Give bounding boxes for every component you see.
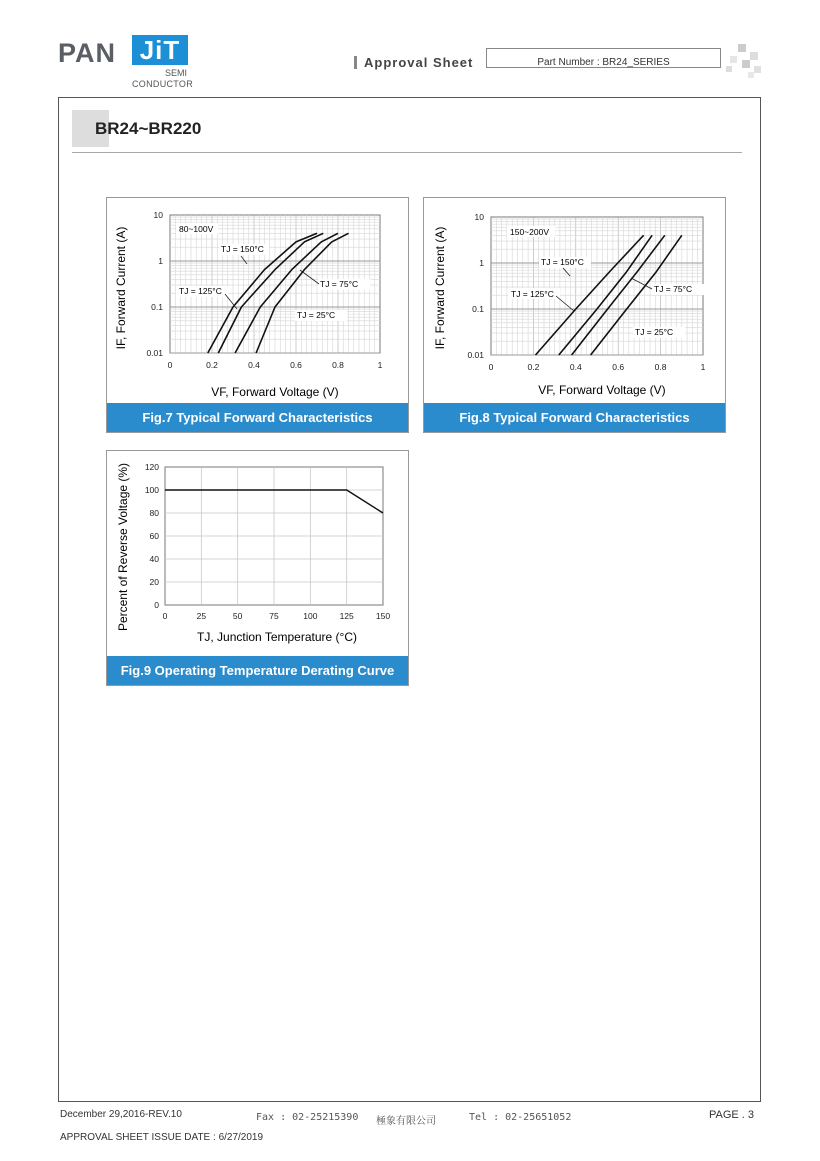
fig7-chart	[107, 198, 408, 403]
range-label: 150~200V	[510, 227, 549, 237]
y-tick-label: 0.1	[472, 304, 484, 314]
x-tick-label: 0.8	[332, 360, 344, 370]
x-axis-label: VF, Forward Voltage (V)	[538, 383, 666, 397]
x-tick-label: 100	[303, 611, 318, 621]
page-title: BR24~BR220	[95, 119, 202, 138]
label-t75: TJ = 75°C	[320, 279, 359, 289]
footer-date-rev: December 29,2016-REV.10	[60, 1109, 182, 1120]
x-tick-label: 25	[196, 611, 207, 621]
y-tick-label: 0.01	[467, 350, 484, 360]
x-tick-label: 0.4	[569, 362, 582, 372]
fig8-chart	[424, 198, 725, 403]
y-tick-label: 120	[144, 462, 159, 472]
approval-sheet-label: Approval Sheet	[364, 55, 474, 70]
fig8-caption: Fig.8 Typical Forward Characteristics	[424, 403, 725, 432]
x-tick-label: 0.6	[290, 360, 302, 370]
footer-page: PAGE . 3	[709, 1109, 755, 1121]
x-axis-label: TJ, Junction Temperature (°C)	[197, 630, 357, 644]
logo-semi: SEMI	[165, 68, 188, 78]
y-tick-label: 0.1	[151, 302, 163, 312]
y-axis-label: IF, Forward Current (A)	[114, 226, 128, 350]
label-t125: TJ = 125°C	[511, 289, 554, 299]
footer-tel: Tel : 02-25651052	[469, 1112, 572, 1123]
fig9-chart	[107, 451, 408, 656]
y-tick-label: 0.01	[146, 348, 163, 358]
fig7-panel	[106, 197, 409, 433]
fig9-panel	[106, 450, 409, 686]
x-tick-label: 0.6	[612, 362, 625, 372]
x-tick-label: 125	[339, 611, 354, 621]
x-tick-label: 0	[167, 360, 173, 370]
label-t125: TJ = 125°C	[179, 286, 222, 296]
y-tick-label: 100	[144, 485, 159, 495]
y-tick-label: 60	[149, 531, 159, 541]
fig9-caption: Fig.9 Operating Temperature Derating Curve	[107, 656, 408, 685]
part-number-box: Part Number : BR24_SERIES	[486, 48, 721, 68]
x-tick-label: 1	[377, 360, 383, 370]
label-t150: TJ = 150°C	[541, 257, 584, 267]
label-t75: TJ = 75°C	[654, 284, 693, 294]
footer-issue-date: APPROVAL SHEET ISSUE DATE : 6/27/2019	[60, 1132, 264, 1143]
label-t25: TJ = 25°C	[635, 327, 674, 337]
y-tick-label: 1	[158, 256, 163, 266]
label-t150: TJ = 150°C	[221, 244, 264, 254]
x-axis-label: VF, Forward Voltage (V)	[211, 385, 339, 399]
header-bar	[354, 56, 357, 69]
y-tick-label: 40	[149, 554, 159, 564]
x-tick-label: 0.4	[248, 360, 260, 370]
x-tick-label: 0.2	[206, 360, 218, 370]
label-t25: TJ = 25°C	[297, 310, 336, 320]
x-tick-label: 150	[375, 611, 391, 621]
y-tick-label: 80	[149, 508, 159, 518]
footer-fax: Fax : 02-25215390	[256, 1112, 359, 1123]
y-tick-label: 20	[149, 577, 159, 587]
y-axis-label: IF, Forward Current (A)	[433, 226, 447, 350]
logo-jit: JiT	[132, 35, 188, 65]
x-tick-label: 0.8	[654, 362, 667, 372]
y-tick-label: 10	[474, 212, 484, 222]
x-tick-label: 0	[162, 611, 168, 621]
footer-company: 極象有限公司	[376, 1116, 436, 1127]
y-tick-label: 10	[153, 210, 163, 220]
x-tick-label: 75	[269, 611, 279, 621]
fig7-caption: Fig.7 Typical Forward Characteristics	[107, 403, 408, 432]
range-label: 80~100V	[179, 224, 214, 234]
logo-conductor: CONDUCTOR	[132, 79, 194, 89]
x-tick-label: 50	[232, 611, 243, 621]
y-tick-label: 0	[154, 600, 159, 610]
y-axis-label: Percent of Reverse Voltage (%)	[116, 462, 130, 632]
title-rule	[72, 152, 742, 153]
y-tick-label: 1	[479, 258, 484, 268]
logo-pan: PAN	[58, 38, 117, 68]
x-tick-label: 0.2	[527, 362, 540, 372]
x-tick-label: 0	[488, 362, 494, 372]
fig8-panel	[423, 197, 726, 433]
x-tick-label: 1	[700, 362, 706, 372]
